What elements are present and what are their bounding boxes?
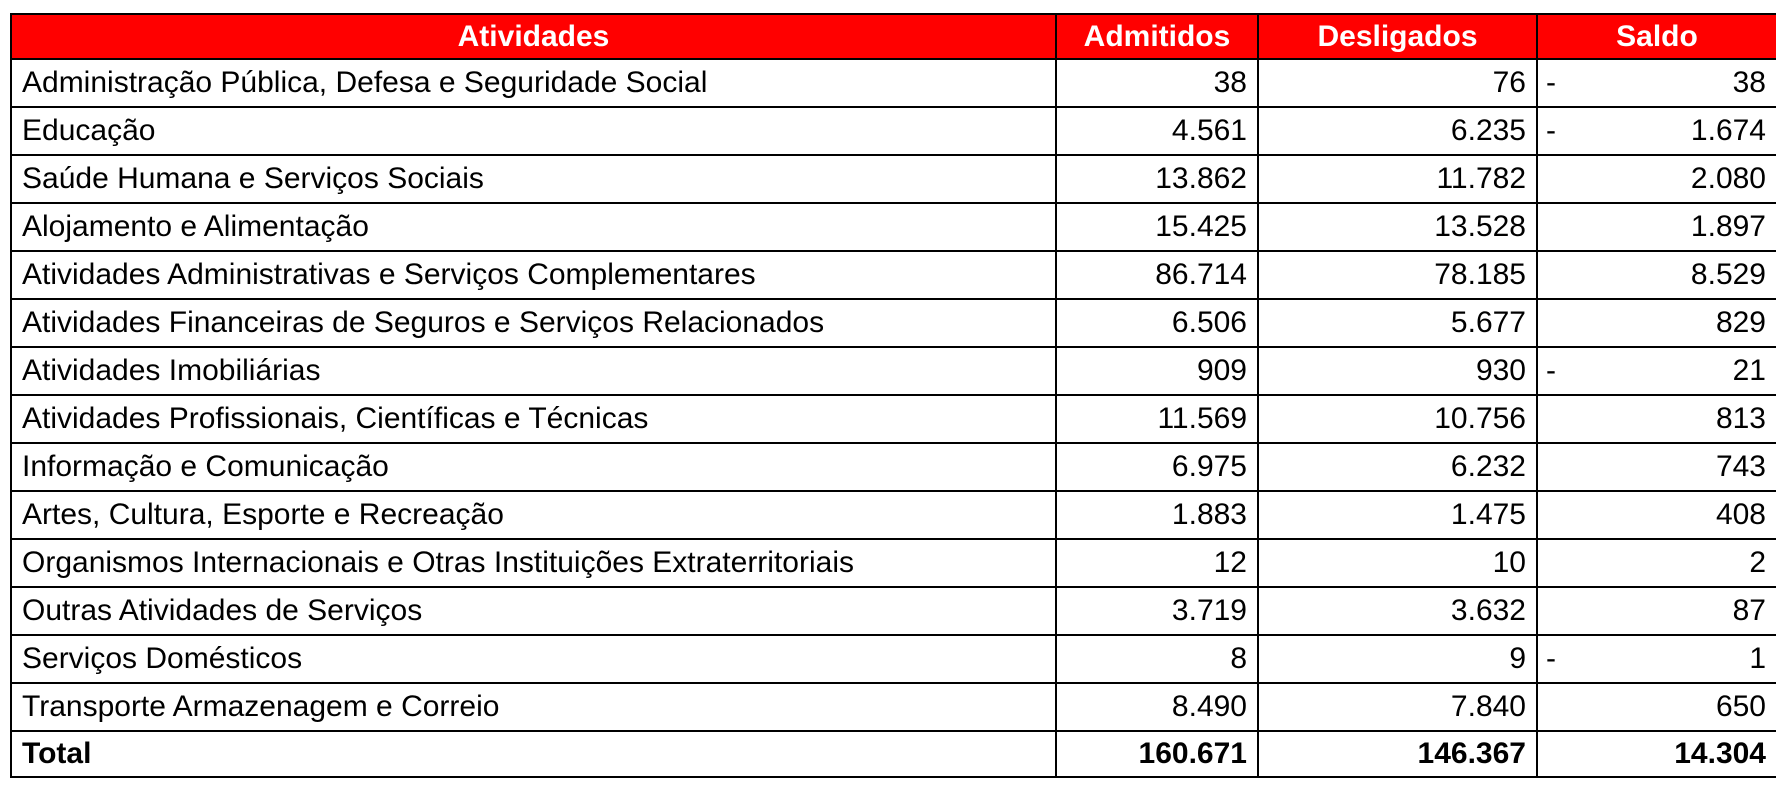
saldo-sign: - xyxy=(1546,354,1556,387)
table-row xyxy=(11,347,1776,395)
saldo-value: 743 xyxy=(1715,450,1766,483)
desligados-cell: 76 xyxy=(1258,59,1537,107)
saldo-cell xyxy=(1537,107,1776,155)
desligados-cell: 13.528 xyxy=(1258,203,1537,251)
admitidos-cell: 38 xyxy=(1056,59,1258,107)
admitidos-cell: 8 xyxy=(1056,635,1258,683)
desligados-cell: 930 xyxy=(1258,347,1537,395)
atividade-cell: Alojamento e Alimentação xyxy=(11,203,1056,251)
desligados-cell: 11.782 xyxy=(1258,155,1537,203)
saldo-cell xyxy=(1537,203,1776,251)
total-admitidos: 160.671 xyxy=(1056,731,1258,777)
total-saldo: 14.304 xyxy=(1537,731,1776,777)
saldo-value: 87 xyxy=(1732,594,1766,627)
saldo-cell xyxy=(1537,587,1776,635)
admitidos-cell: 12 xyxy=(1056,539,1258,587)
saldo-cell xyxy=(1537,155,1776,203)
admitidos-cell: 15.425 xyxy=(1056,203,1258,251)
atividade-cell: Atividades Profissionais, Científicas e Técnicas xyxy=(11,395,1056,443)
table-row xyxy=(11,491,1776,539)
header-desligados: Desligados xyxy=(1258,14,1537,59)
total-desligados: 146.367 xyxy=(1258,731,1537,777)
table-row xyxy=(11,683,1776,731)
saldo-cell xyxy=(1537,683,1776,731)
table-row xyxy=(11,395,1776,443)
saldo-cell xyxy=(1537,299,1776,347)
header-row xyxy=(11,14,1776,59)
table-row xyxy=(11,107,1776,155)
saldo-cell xyxy=(1537,443,1776,491)
header-admitidos: Admitidos xyxy=(1056,14,1258,59)
desligados-cell: 10.756 xyxy=(1258,395,1537,443)
table-row xyxy=(11,59,1776,107)
saldo-value: 408 xyxy=(1715,498,1766,531)
saldo-value: 1.674 xyxy=(1690,114,1766,147)
saldo-cell xyxy=(1537,539,1776,587)
header-atividades: Atividades xyxy=(11,14,1056,59)
total-row xyxy=(11,731,1776,777)
admitidos-cell: 13.862 xyxy=(1056,155,1258,203)
saldo-sign: - xyxy=(1546,66,1556,99)
atividade-cell: Organismos Internacionais e Otras Instituições Extraterritoriais xyxy=(11,539,1056,587)
header-saldo: Saldo xyxy=(1537,14,1776,59)
saldo-value: 1.897 xyxy=(1690,210,1766,243)
saldo-value: 829 xyxy=(1715,306,1766,339)
admitidos-cell: 1.883 xyxy=(1056,491,1258,539)
saldo-value: 38 xyxy=(1732,66,1766,99)
atividade-cell: Atividades Financeiras de Seguros e Serviços Relacionados xyxy=(11,299,1056,347)
admitidos-cell: 86.714 xyxy=(1056,251,1258,299)
atividade-cell: Atividades Imobiliárias xyxy=(11,347,1056,395)
admitidos-cell: 4.561 xyxy=(1056,107,1258,155)
table-row xyxy=(11,203,1776,251)
table-row xyxy=(11,251,1776,299)
admitidos-cell: 8.490 xyxy=(1056,683,1258,731)
atividade-cell: Outras Atividades de Serviços xyxy=(11,587,1056,635)
desligados-cell: 9 xyxy=(1258,635,1537,683)
saldo-value: 1 xyxy=(1749,642,1766,675)
saldo-cell xyxy=(1537,491,1776,539)
saldo-value: 650 xyxy=(1715,690,1766,723)
atividade-cell: Informação e Comunicação xyxy=(11,443,1056,491)
admitidos-cell: 909 xyxy=(1056,347,1258,395)
table-row xyxy=(11,587,1776,635)
table-row xyxy=(11,635,1776,683)
admitidos-cell: 6.975 xyxy=(1056,443,1258,491)
saldo-sign: - xyxy=(1546,642,1556,675)
admitidos-cell: 11.569 xyxy=(1056,395,1258,443)
desligados-cell: 7.840 xyxy=(1258,683,1537,731)
atividade-cell: Educação xyxy=(11,107,1056,155)
saldo-cell xyxy=(1537,395,1776,443)
atividade-cell: Artes, Cultura, Esporte e Recreação xyxy=(11,491,1056,539)
saldo-cell xyxy=(1537,251,1776,299)
desligados-cell: 1.475 xyxy=(1258,491,1537,539)
desligados-cell: 3.632 xyxy=(1258,587,1537,635)
table-row xyxy=(11,443,1776,491)
saldo-value: 2.080 xyxy=(1690,162,1766,195)
admitidos-cell: 6.506 xyxy=(1056,299,1258,347)
saldo-value: 2 xyxy=(1749,546,1766,579)
saldo-value: 8.529 xyxy=(1690,258,1766,291)
atividade-cell: Transporte Armazenagem e Correio xyxy=(11,683,1056,731)
desligados-cell: 6.232 xyxy=(1258,443,1537,491)
atividade-cell: Serviços Domésticos xyxy=(11,635,1056,683)
saldo-sign: - xyxy=(1546,114,1556,147)
saldo-value: 813 xyxy=(1715,402,1766,435)
admitidos-cell: 3.719 xyxy=(1056,587,1258,635)
table-row xyxy=(11,299,1776,347)
table-row xyxy=(11,539,1776,587)
desligados-cell: 5.677 xyxy=(1258,299,1537,347)
saldo-cell xyxy=(1537,59,1776,107)
atividade-cell: Atividades Administrativas e Serviços Complementares xyxy=(11,251,1056,299)
atividade-cell: Administração Pública, Defesa e Seguridade Social xyxy=(11,59,1056,107)
atividade-cell: Saúde Humana e Serviços Sociais xyxy=(11,155,1056,203)
saldo-cell xyxy=(1537,347,1776,395)
saldo-value: 21 xyxy=(1732,354,1766,387)
desligados-cell: 78.185 xyxy=(1258,251,1537,299)
atividades-table xyxy=(10,13,1776,778)
desligados-cell: 6.235 xyxy=(1258,107,1537,155)
total-label: Total xyxy=(11,731,1056,777)
table-body xyxy=(11,59,1776,731)
table-row xyxy=(11,155,1776,203)
desligados-cell: 10 xyxy=(1258,539,1537,587)
saldo-cell xyxy=(1537,635,1776,683)
